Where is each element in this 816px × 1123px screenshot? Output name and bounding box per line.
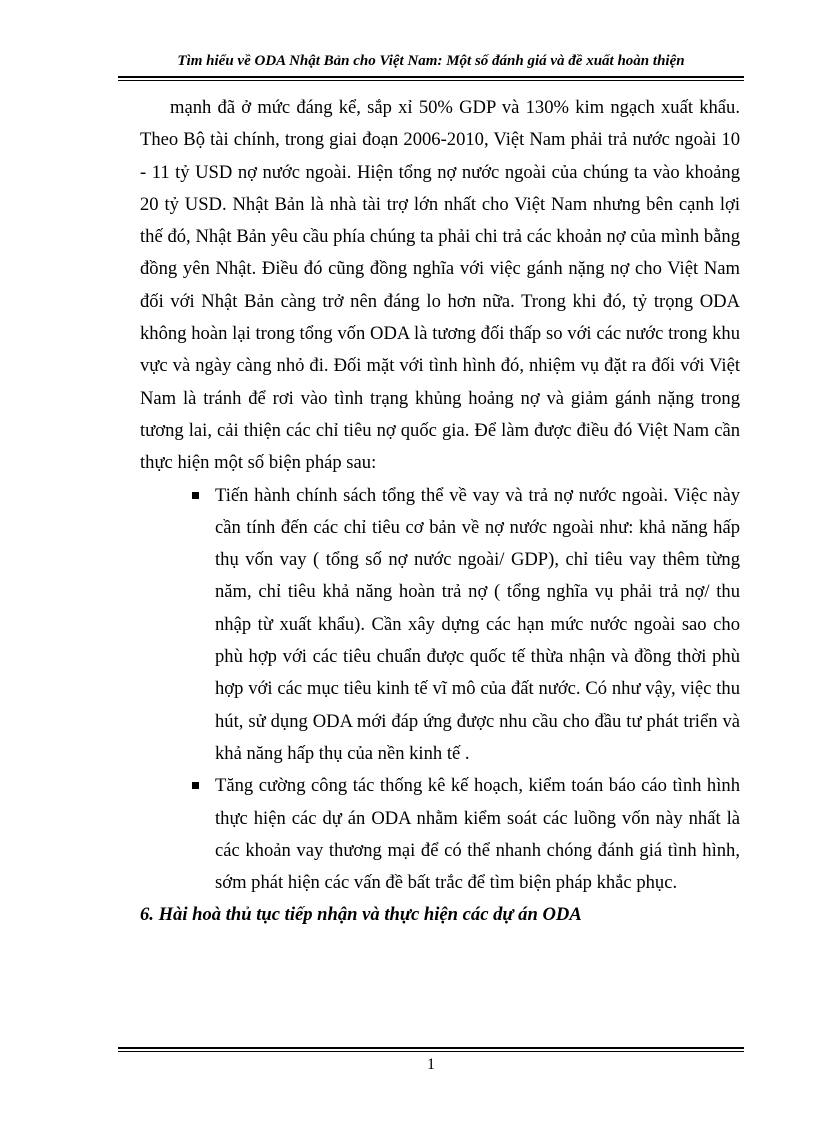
- square-bullet-icon: [192, 492, 199, 499]
- section-heading: 6. Hài hoà thủ tục tiếp nhận và thực hiện các dự án ODA: [140, 904, 582, 926]
- bullet-item-2: [215, 770, 740, 899]
- header-double-rule: [118, 76, 744, 81]
- page-number: 1: [427, 1056, 435, 1073]
- bullet-text: Tiến hành chính sách tổng thể về vay và trả nợ nước ngoài. Việc này cần tính đến các chỉ tiêu cơ bản về nợ nước ngoài như: khả năng hấp thụ vốn vay ( tổng số nợ nước ngoài/ GDP), chỉ tiêu vay thêm từng năm, chỉ tiêu khả năng hoàn trả nợ ( tổng nghĩa vụ phải trả nợ/ thu nhập từ xuất khẩu). Cần xây dựng các hạn mức nước ngoài sao cho phù hợp với các tiêu chuẩn được quốc tế thừa nhận và đồng thời phù hợp với các mục tiêu kinh tế vĩ mô của đất nước. Có như vậy, việc thu hút, sử dụng ODA mới đáp ứng được nhu cầu cho đầu tư phát triển và khả năng hấp thụ của nền kinh tế .: [215, 484, 740, 764]
- square-bullet-icon: [192, 782, 199, 789]
- bullet-text: Tăng cường công tác thống kê kế hoạch, kiểm toán báo cáo tình hình thực hiện các dự án ODA nhằm kiểm soát các luồng vốn này nhất là các khoản vay thương mại để có thể nhanh chóng đánh giá tình hình, sớm phát hiện các vấn đề bất trắc để tìm biện pháp khắc phục.: [215, 775, 740, 894]
- body-paragraph: mạnh đã ở mức đáng kể, sắp xỉ 50% GDP và 130% kim ngạch xuất khẩu. Theo Bộ tài chính, trong giai đoạn 2006-2010, Việt Nam phải trả nước ngoài 10 - 11 tỷ USD nợ nước ngoài. Hiện tổng nợ nước ngoài của chúng ta vào khoảng 20 tỷ USD. Nhật Bản là nhà tài trợ lớn nhất cho Việt Nam nhưng bên cạnh lợi thế đó, Nhật Bản yêu cầu phía chúng ta phải chi trả các khoản nợ của mình bằng đồng yên Nhật. Điều đó cũng đồng nghĩa với việc gánh nặng nợ cho Việt Nam đối với Nhật Bản càng trở nên đáng lo hơn nữa. Trong khi đó, tỷ trọng ODA không hoàn lại trong tổng vốn ODA là tương đối thấp so với các nước trong khu vực và ngày càng nhỏ đi. Đối mặt với tình hình đó, nhiệm vụ đặt ra đối với Việt Nam là tránh để rơi vào tình trạng khủng hoảng nợ và giảm gánh nặng trong tương lai, cải thiện các chỉ tiêu nợ quốc gia. Để làm được điều đó Việt Nam cần thực hiện một số biện pháp sau:: [140, 97, 740, 474]
- body-text: [140, 92, 740, 932]
- bullet-list: [140, 480, 740, 900]
- footer-double-rule: [118, 1047, 744, 1052]
- running-header-title: Tìm hiểu về ODA Nhật Bản cho Việt Nam: Một số đánh giá và đề xuất hoàn thiện: [177, 53, 685, 69]
- bullet-item-1: [215, 480, 740, 771]
